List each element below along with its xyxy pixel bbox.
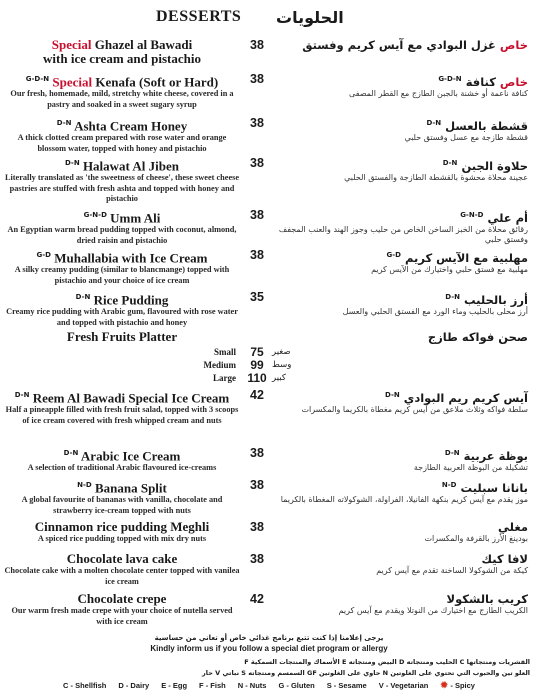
item-title: Chocolate lava cake <box>66 551 178 566</box>
item-price: 42 <box>250 388 264 402</box>
legend-text: V - Vegetarian <box>378 681 429 690</box>
size-label-ar: صغير <box>272 347 291 357</box>
allergen-tag: D-N <box>64 159 80 167</box>
item-title: Reem Al Bawadi Special Ice Cream <box>32 390 230 406</box>
allergen-tag: D-N <box>14 391 30 399</box>
size-label: Medium <box>203 360 236 370</box>
allergy-note <box>0 634 538 653</box>
item-title: Chocolate crepe <box>77 591 167 606</box>
item-price: 42 <box>250 592 264 606</box>
legend-entry <box>379 681 429 690</box>
item-description: Creamy rice pudding with Arabic gum, flavoured with rose water and topped with pistachio and honey <box>6 307 238 327</box>
item-title-ar: كنافة <box>465 74 496 89</box>
allergen-legend <box>0 680 538 691</box>
size-row-small <box>0 346 538 358</box>
allergen-tag-ar: D-N <box>445 293 460 301</box>
allergy-note-ar: يرجى إعلامنا إذا كنت تتبع برنامج غذائي خاص أو تعاني من حساسية <box>154 634 384 642</box>
item-description: Half a pineapple filled with fresh fruit salad, topped with 3 scoops of ice cream covered with fresh whipped cream and nuts <box>5 405 239 425</box>
allergen-tag-ar: G-N-D <box>460 211 484 219</box>
legend-entry <box>63 681 106 690</box>
legend-text: E - Egg <box>161 681 188 690</box>
item-title: Arabic Ice Cream <box>80 448 181 464</box>
item-title-ar: بانانا سبليت <box>460 480 528 495</box>
item-price: 38 <box>250 446 264 460</box>
item-title-ar: كريب بالشكولا <box>446 592 528 606</box>
legend-entry <box>199 681 226 690</box>
item-description-ar: بودينغ الأرز بالقرفة والمكسرات <box>424 534 528 543</box>
fruit-platter-title: Fresh Fruits Platter <box>66 329 178 344</box>
item-price: 38 <box>250 208 264 222</box>
size-label-ar: كبير <box>272 373 286 383</box>
item-description-ar: موز يقدم مع آيس كريم بنكهة الفانيلا، الفراولة، الشوكولاته المغطاة بالكريما <box>280 494 528 504</box>
allergen-tag: G-D <box>36 251 51 259</box>
allergen-tag-ar: D-N <box>426 119 442 127</box>
size-row-medium <box>0 359 538 371</box>
legend-text: D - Dairy <box>118 681 150 690</box>
item-price: 38 <box>250 72 264 86</box>
special-label-ar: خاص <box>499 74 528 89</box>
allergen-tag: D-N <box>56 119 72 127</box>
special-label: Special <box>52 74 93 90</box>
allergen-tag-ar: N-D <box>441 481 457 489</box>
item-price: 38 <box>250 248 264 262</box>
chili-icon: ✹ <box>440 680 451 690</box>
section-title-en: DESSERTS <box>156 8 242 25</box>
legend-text: S - Sesame <box>326 681 367 690</box>
item-description: A selection of traditional Arabic flavoured ice-creams <box>27 463 217 473</box>
size-label: Large <box>213 373 236 383</box>
item-title-ar: مهلبية مع الآيس كريم <box>404 250 528 265</box>
item-description: An Egyptian warm bread pudding topped with coconut, almond, dried raisin and pistachio <box>7 225 237 245</box>
item-price: 38 <box>250 116 264 130</box>
item-description-ar: تشكيلة من البوظة العربية الطازجة <box>413 462 528 472</box>
allergen-tag: G-D-N <box>25 75 50 83</box>
item-price: 35 <box>250 290 264 304</box>
item-description: A global favourite of bananas with vanilla, chocolate and strawberry ice-cream topped with nuts <box>21 495 223 515</box>
item-description-ar: أرز محلى بالحليب وماء الورد مع الفستق الحلبي والعسل <box>342 306 528 316</box>
item-description: Our fresh, homemade, mild, stretchy white cheese, covered in a pastry and soaked in a sweet sugary syrup <box>10 89 234 109</box>
item-title: Halawat Al Jiben <box>82 158 180 174</box>
item-title: Banana Split <box>94 480 167 496</box>
allergy-note-en: Kindly inform us if you follow a special diet program or allergy <box>150 644 388 653</box>
item-title: Ashta Cream Honey <box>74 118 188 134</box>
allergen-tag-ar: D-N <box>385 391 400 399</box>
item-title-ar: آيس كريم ريم البوادي <box>403 390 528 405</box>
size-price: 99 <box>250 358 264 372</box>
item-title-ar: قشطة بالعسل <box>445 118 528 133</box>
item-price: 38 <box>250 478 264 492</box>
allergen-tag: G-N-D <box>83 211 107 219</box>
item-title-ar: أم علي <box>487 210 528 225</box>
legend-entry <box>327 681 367 690</box>
item-description-ar: الكريب الطازج مع اختيارك من النوتلا ويقدم مع آيس كريم <box>338 606 528 615</box>
item-description-ar: سلطة فواكه وثلاث ملاعق من آيس كريم مغطاة بالكريما والمكسرات <box>301 404 528 414</box>
item-description-ar: رقائق محلاة من الخبز الساخن الخاص من حليب وجوز الهند والعنب المجفف وفستق حلبي <box>278 224 528 245</box>
size-label: Small <box>213 347 236 357</box>
legend-entry <box>118 681 149 690</box>
item-title: Kenafa (Soft or Hard) <box>95 74 219 90</box>
item-price: 38 <box>250 520 264 534</box>
item-description: A spiced rice pudding topped with mix dry nuts <box>37 534 207 543</box>
item-title: Rice Pudding <box>93 292 169 308</box>
item-description: A thick clotted cream prepared with rose water and orange blossom water, topped with honey and pistachio <box>17 133 227 153</box>
item-title-ar: أرز بالحليب <box>464 292 528 307</box>
section-title-ar: الحلويات <box>276 8 344 27</box>
item-title-ar: لافا كيك <box>481 552 528 566</box>
size-price: 110 <box>247 371 267 385</box>
item-title-ar: بوظة عربية <box>463 448 528 463</box>
size-price: 75 <box>250 345 264 359</box>
item-title-ar: حلاوة الجبن <box>461 158 528 173</box>
menu-header <box>0 8 538 30</box>
legend-text: N - Nuts <box>237 681 267 690</box>
item-description-ar: كيكة من الشوكولا الساخنة تقدم مع آيس كريم <box>376 566 528 575</box>
legend-spicy <box>440 681 475 690</box>
allergen-tag-ar: D-N <box>442 159 458 167</box>
allergen-tag-ar: D-N <box>444 449 460 457</box>
legend-entry <box>238 681 267 690</box>
allergen-tag-ar: G-D-N <box>438 75 462 83</box>
item-description: Literally translated as 'the sweetness of cheese', these sweet cheese pastries are stuffed with fresh ashta and topped with honey and pistachio <box>4 173 240 204</box>
special-label: Special <box>51 37 92 52</box>
allergen-tag-ar: G-D <box>386 251 401 259</box>
item-price: 38 <box>250 38 264 52</box>
size-label-ar: وسط <box>272 360 292 370</box>
item-description: A silky creamy pudding (similar to blancmange) topped with pistachio and your choice of ice cream <box>14 265 230 285</box>
legend-text: G - Gluten <box>278 681 315 690</box>
allergen-tag: D-N <box>75 293 91 301</box>
item-description: Chocolate cake with a molten chocolate center topped with vanilea ice cream <box>4 566 240 586</box>
item-price: 38 <box>250 552 264 566</box>
allergen-tag: N-D <box>77 481 92 489</box>
item-title-ar: غزل البوادي مع آيس كريم وفستق <box>302 38 496 52</box>
item-description-ar: مهلبية مع فستق حلبي واختيارك من الآيس كريم <box>371 264 528 274</box>
item-title: Umm Ali <box>110 210 161 226</box>
legend-text: C - Shellfish <box>63 681 107 690</box>
item-description: Our warm fresh made crepe with your choice of nutella served with ice cream <box>11 606 233 626</box>
item-title-line2: with ice cream and pistachio <box>43 51 201 66</box>
item-description-ar: قشطة طازجة مع عسل وفستق حلبي <box>404 132 528 142</box>
item-price: 38 <box>250 156 264 170</box>
item-title: Muhallabia with Ice Cream <box>54 250 208 266</box>
allergen-tag: D-N <box>63 449 79 457</box>
legend-text: - Spicy <box>450 681 475 690</box>
legend-entry <box>161 681 187 690</box>
fruit-platter-title-ar: صحن فواكه طازج <box>427 330 528 344</box>
legend-text: F - Fish <box>199 681 226 690</box>
legend-ar-line-2: العلو تين والحبوب التي تحتوي على الغلوتين N حاوي على الغلوتين GF السمسم ومنتجاته S نباتي V حار <box>202 669 530 677</box>
item-title: Ghazel al Bawadi <box>94 37 193 52</box>
legend-entry <box>278 681 314 690</box>
size-row-large <box>0 372 538 384</box>
item-title-ar: مغلي <box>498 520 528 534</box>
legend-ar-line-1: القشريات ومنتجاتها C الحليب ومنتجاته D البيض ومنتجاته E الأسماك والمنتجات السمكية F <box>244 658 530 666</box>
item-description-ar: عجينة محلاة محشوة بالقشطة الطازجة والفستق الحلبي <box>344 172 528 182</box>
special-label-ar: خاص <box>499 38 528 52</box>
item-description-ar: كنافة ناعمة أو خشنة بالجبن الطازج مع القطر المصفى <box>349 88 528 98</box>
item-title: Cinnamon rice pudding Meghli <box>34 519 210 534</box>
